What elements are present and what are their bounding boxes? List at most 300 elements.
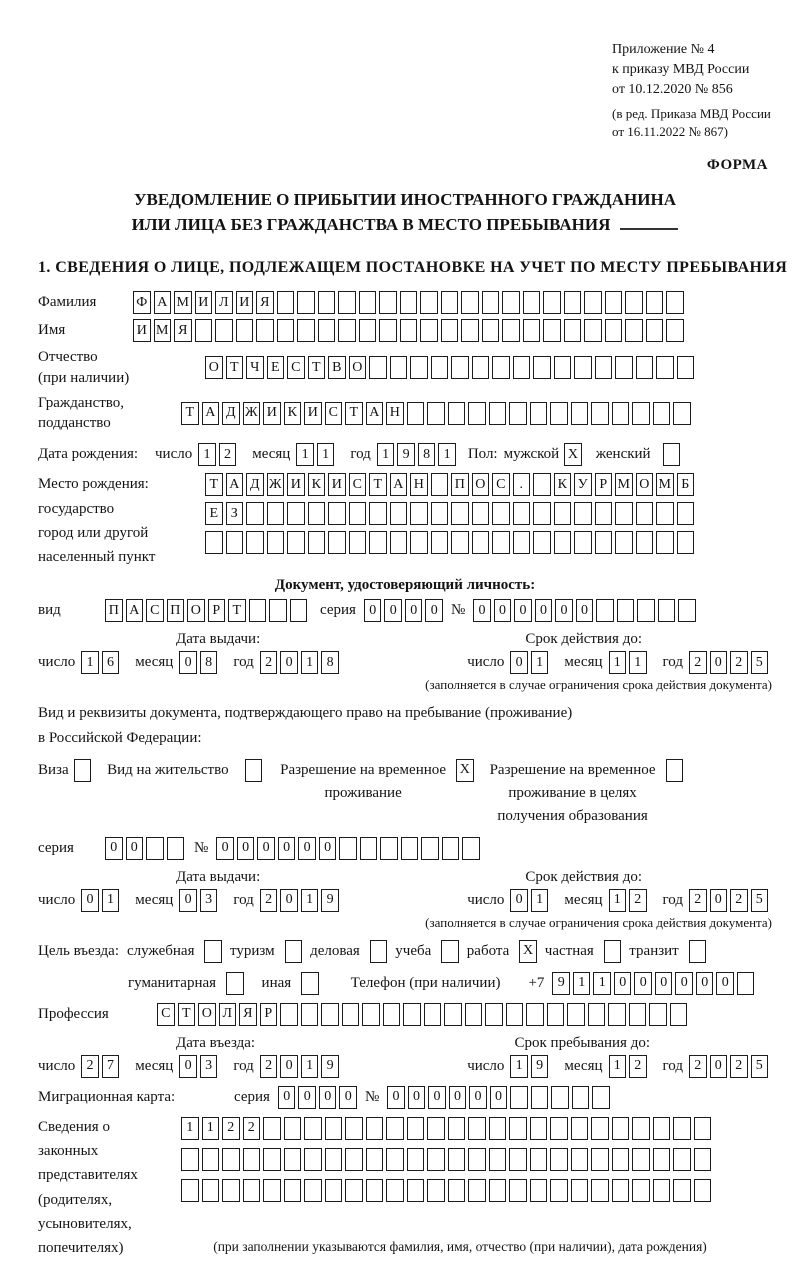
char-box[interactable]: 0 — [614, 972, 632, 995]
char-box[interactable] — [468, 1179, 486, 1202]
char-box[interactable] — [612, 1148, 630, 1171]
char-box[interactable]: Я — [239, 1003, 257, 1026]
char-box[interactable] — [482, 319, 500, 342]
char-box[interactable]: О — [636, 473, 654, 496]
char-box[interactable] — [146, 837, 164, 860]
char-box[interactable] — [608, 1003, 626, 1026]
char-box[interactable] — [550, 1179, 568, 1202]
char-box[interactable]: Я — [174, 319, 192, 342]
char-box[interactable] — [410, 502, 428, 525]
char-box[interactable]: 2 — [81, 1055, 99, 1078]
char-box[interactable]: 2 — [689, 651, 707, 674]
char-box[interactable] — [591, 402, 609, 425]
char-box[interactable]: 0 — [576, 599, 594, 622]
char-box[interactable] — [617, 599, 635, 622]
char-box[interactable]: 1 — [609, 1055, 627, 1078]
char-box[interactable]: 1 — [81, 651, 99, 674]
char-box[interactable] — [543, 319, 561, 342]
char-box[interactable] — [431, 356, 449, 379]
char-box[interactable] — [342, 1003, 360, 1026]
char-box[interactable]: 2 — [260, 651, 278, 674]
char-box[interactable] — [369, 531, 387, 554]
char-box[interactable]: Ч — [246, 356, 264, 379]
char-box[interactable] — [328, 502, 346, 525]
char-box[interactable] — [444, 1003, 462, 1026]
char-box[interactable] — [596, 599, 614, 622]
char-box[interactable]: М — [174, 291, 192, 314]
char-box[interactable]: 8 — [200, 651, 218, 674]
char-box[interactable] — [666, 291, 684, 314]
char-box[interactable] — [670, 1003, 688, 1026]
char-box[interactable]: 0 — [675, 972, 693, 995]
char-box[interactable]: К — [554, 473, 572, 496]
char-box[interactable] — [564, 319, 582, 342]
char-box[interactable]: 2 — [730, 889, 748, 912]
char-box[interactable]: 0 — [710, 1055, 728, 1078]
char-box[interactable] — [448, 1179, 466, 1202]
char-box[interactable] — [366, 1148, 384, 1171]
char-box[interactable] — [390, 502, 408, 525]
char-box[interactable]: И — [195, 291, 213, 314]
char-box[interactable] — [571, 1148, 589, 1171]
char-box[interactable] — [509, 1179, 527, 1202]
char-box[interactable] — [277, 319, 295, 342]
char-box[interactable] — [673, 402, 691, 425]
char-box[interactable] — [366, 1179, 384, 1202]
char-box[interactable]: 0 — [216, 837, 234, 860]
char-box[interactable] — [236, 319, 254, 342]
char-box[interactable] — [442, 837, 460, 860]
char-box[interactable] — [673, 1117, 691, 1140]
char-box[interactable]: 1 — [301, 889, 319, 912]
char-box[interactable] — [677, 356, 695, 379]
char-box[interactable] — [360, 837, 378, 860]
char-box[interactable]: 0 — [655, 972, 673, 995]
char-box[interactable]: 0 — [634, 972, 652, 995]
char-box[interactable]: Р — [595, 473, 613, 496]
char-box[interactable]: 0 — [298, 837, 316, 860]
char-box[interactable]: 1 — [301, 1055, 319, 1078]
char-box[interactable] — [572, 1086, 590, 1109]
char-box[interactable] — [451, 531, 469, 554]
char-box[interactable]: С — [349, 473, 367, 496]
char-box[interactable] — [379, 291, 397, 314]
char-box[interactable] — [658, 599, 676, 622]
char-box[interactable]: Е — [267, 356, 285, 379]
char-box[interactable]: М — [154, 319, 172, 342]
char-box[interactable]: 3 — [200, 1055, 218, 1078]
char-box[interactable] — [297, 291, 315, 314]
char-box[interactable]: 2 — [260, 1055, 278, 1078]
char-box[interactable]: Л — [219, 1003, 237, 1026]
char-box[interactable] — [513, 356, 531, 379]
char-box[interactable] — [451, 356, 469, 379]
char-box[interactable] — [646, 319, 664, 342]
char-box[interactable] — [325, 1179, 343, 1202]
char-box[interactable] — [574, 356, 592, 379]
char-box[interactable] — [407, 1179, 425, 1202]
char-box[interactable]: Р — [208, 599, 226, 622]
char-box[interactable] — [615, 356, 633, 379]
char-box[interactable] — [677, 531, 695, 554]
char-box[interactable] — [441, 291, 459, 314]
char-box[interactable]: 1 — [301, 651, 319, 674]
char-box[interactable] — [290, 599, 308, 622]
char-box[interactable] — [383, 1003, 401, 1026]
char-box[interactable] — [403, 1003, 421, 1026]
purpose-business-checkbox[interactable] — [204, 940, 222, 963]
char-box[interactable] — [431, 473, 449, 496]
purpose-tourism-checkbox[interactable] — [285, 940, 303, 963]
char-box[interactable] — [390, 531, 408, 554]
char-box[interactable] — [492, 502, 510, 525]
char-box[interactable] — [167, 837, 185, 860]
char-box[interactable]: Т — [205, 473, 223, 496]
char-box[interactable] — [366, 1117, 384, 1140]
char-box[interactable] — [420, 319, 438, 342]
char-box[interactable] — [472, 531, 490, 554]
char-box[interactable] — [181, 1148, 199, 1171]
char-box[interactable] — [571, 402, 589, 425]
char-box[interactable] — [427, 1117, 445, 1140]
char-box[interactable] — [461, 291, 479, 314]
char-box[interactable] — [465, 1003, 483, 1026]
char-box[interactable]: 0 — [319, 837, 337, 860]
char-box[interactable] — [636, 356, 654, 379]
char-box[interactable] — [543, 291, 561, 314]
char-box[interactable] — [410, 356, 428, 379]
char-box[interactable]: 9 — [321, 1055, 339, 1078]
char-box[interactable]: 0 — [555, 599, 573, 622]
char-box[interactable] — [530, 1148, 548, 1171]
char-box[interactable]: 6 — [102, 651, 120, 674]
char-box[interactable] — [407, 1148, 425, 1171]
residence-permit-checkbox[interactable] — [245, 759, 263, 782]
char-box[interactable] — [489, 402, 507, 425]
char-box[interactable] — [588, 1003, 606, 1026]
char-box[interactable]: 2 — [689, 1055, 707, 1078]
char-box[interactable] — [284, 1179, 302, 1202]
char-box[interactable] — [400, 319, 418, 342]
char-box[interactable] — [485, 1003, 503, 1026]
char-box[interactable]: 2 — [243, 1117, 261, 1140]
char-box[interactable]: 0 — [278, 837, 296, 860]
char-box[interactable]: 0 — [179, 889, 197, 912]
char-box[interactable]: Л — [215, 291, 233, 314]
char-box[interactable] — [448, 402, 466, 425]
char-box[interactable] — [226, 531, 244, 554]
char-box[interactable]: Н — [386, 402, 404, 425]
char-box[interactable] — [400, 291, 418, 314]
char-box[interactable] — [636, 531, 654, 554]
char-box[interactable] — [612, 1179, 630, 1202]
char-box[interactable] — [287, 531, 305, 554]
char-box[interactable] — [308, 502, 326, 525]
char-box[interactable]: 0 — [179, 1055, 197, 1078]
char-box[interactable] — [380, 837, 398, 860]
char-box[interactable] — [304, 1148, 322, 1171]
char-box[interactable] — [653, 1117, 671, 1140]
char-box[interactable] — [386, 1117, 404, 1140]
char-box[interactable]: О — [187, 599, 205, 622]
char-box[interactable] — [694, 1117, 712, 1140]
char-box[interactable] — [308, 531, 326, 554]
char-box[interactable] — [673, 1148, 691, 1171]
char-box[interactable] — [215, 319, 233, 342]
char-box[interactable] — [625, 319, 643, 342]
char-box[interactable]: 2 — [689, 889, 707, 912]
char-box[interactable] — [369, 356, 387, 379]
char-box[interactable] — [482, 291, 500, 314]
char-box[interactable] — [462, 837, 480, 860]
char-box[interactable] — [263, 1179, 281, 1202]
char-box[interactable] — [369, 502, 387, 525]
char-box[interactable] — [448, 1117, 466, 1140]
char-box[interactable] — [407, 402, 425, 425]
char-box[interactable] — [441, 319, 459, 342]
char-box[interactable] — [468, 1148, 486, 1171]
char-box[interactable]: О — [349, 356, 367, 379]
char-box[interactable]: П — [167, 599, 185, 622]
char-box[interactable] — [421, 837, 439, 860]
char-box[interactable]: 0 — [384, 599, 402, 622]
char-box[interactable] — [592, 1086, 610, 1109]
char-box[interactable] — [246, 502, 264, 525]
visa-checkbox[interactable] — [74, 759, 92, 782]
char-box[interactable]: С — [325, 402, 343, 425]
char-box[interactable] — [531, 1086, 549, 1109]
char-box[interactable] — [571, 1117, 589, 1140]
char-box[interactable]: 0 — [237, 837, 255, 860]
char-box[interactable]: 2 — [629, 889, 647, 912]
char-box[interactable] — [550, 1148, 568, 1171]
char-box[interactable] — [632, 402, 650, 425]
char-box[interactable] — [595, 531, 613, 554]
char-box[interactable] — [345, 1117, 363, 1140]
char-box[interactable]: А — [390, 473, 408, 496]
char-box[interactable] — [653, 1148, 671, 1171]
char-box[interactable] — [386, 1179, 404, 1202]
char-box[interactable]: И — [133, 319, 151, 342]
char-box[interactable] — [612, 402, 630, 425]
char-box[interactable]: 1 — [202, 1117, 220, 1140]
char-box[interactable]: 0 — [280, 651, 298, 674]
char-box[interactable]: Д — [246, 473, 264, 496]
char-box[interactable]: М — [615, 473, 633, 496]
char-box[interactable]: 1 — [629, 651, 647, 674]
char-box[interactable] — [249, 599, 267, 622]
char-box[interactable] — [472, 356, 490, 379]
char-box[interactable]: 0 — [510, 889, 528, 912]
char-box[interactable] — [551, 1086, 569, 1109]
char-box[interactable] — [451, 502, 469, 525]
char-box[interactable] — [677, 502, 695, 525]
char-box[interactable] — [284, 1117, 302, 1140]
char-box[interactable]: Т — [226, 356, 244, 379]
char-box[interactable]: П — [105, 599, 123, 622]
char-box[interactable] — [359, 319, 377, 342]
char-box[interactable] — [632, 1179, 650, 1202]
char-box[interactable] — [637, 599, 655, 622]
char-box[interactable] — [632, 1148, 650, 1171]
char-box[interactable]: В — [328, 356, 346, 379]
char-box[interactable] — [694, 1148, 712, 1171]
char-box[interactable]: З — [226, 502, 244, 525]
char-box[interactable]: И — [263, 402, 281, 425]
char-box[interactable] — [530, 1117, 548, 1140]
char-box[interactable]: И — [304, 402, 322, 425]
char-box[interactable]: Д — [222, 402, 240, 425]
char-box[interactable] — [533, 356, 551, 379]
char-box[interactable]: 0 — [428, 1086, 446, 1109]
char-box[interactable] — [547, 1003, 565, 1026]
char-box[interactable]: А — [126, 599, 144, 622]
char-box[interactable]: 1 — [510, 1055, 528, 1078]
char-box[interactable] — [584, 319, 602, 342]
char-box[interactable] — [243, 1179, 261, 1202]
char-box[interactable] — [513, 502, 531, 525]
char-box[interactable] — [653, 402, 671, 425]
char-box[interactable]: Т — [345, 402, 363, 425]
char-box[interactable] — [243, 1148, 261, 1171]
char-box[interactable] — [263, 1148, 281, 1171]
char-box[interactable]: 0 — [710, 889, 728, 912]
char-box[interactable]: 2 — [730, 651, 748, 674]
char-box[interactable]: Т — [228, 599, 246, 622]
sex-male-checkbox[interactable]: X — [564, 443, 582, 466]
char-box[interactable] — [554, 356, 572, 379]
char-box[interactable]: А — [226, 473, 244, 496]
char-box[interactable]: 7 — [102, 1055, 120, 1078]
char-box[interactable]: 0 — [494, 599, 512, 622]
purpose-work-checkbox[interactable]: X — [519, 940, 537, 963]
char-box[interactable] — [468, 1117, 486, 1140]
char-box[interactable] — [666, 319, 684, 342]
char-box[interactable]: 1 — [573, 972, 591, 995]
char-box[interactable]: 8 — [321, 651, 339, 674]
char-box[interactable] — [277, 291, 295, 314]
char-box[interactable]: 1 — [531, 889, 549, 912]
char-box[interactable] — [526, 1003, 544, 1026]
char-box[interactable] — [506, 1003, 524, 1026]
char-box[interactable] — [339, 837, 357, 860]
char-box[interactable] — [304, 1179, 322, 1202]
char-box[interactable] — [636, 502, 654, 525]
char-box[interactable] — [222, 1179, 240, 1202]
char-box[interactable]: 0 — [339, 1086, 357, 1109]
char-box[interactable]: 9 — [552, 972, 570, 995]
char-box[interactable] — [656, 502, 674, 525]
char-box[interactable] — [571, 1179, 589, 1202]
char-box[interactable]: 1 — [609, 651, 627, 674]
char-box[interactable]: О — [205, 356, 223, 379]
char-box[interactable] — [427, 402, 445, 425]
char-box[interactable]: О — [472, 473, 490, 496]
char-box[interactable]: К — [308, 473, 326, 496]
char-box[interactable] — [649, 1003, 667, 1026]
char-box[interactable]: 0 — [319, 1086, 337, 1109]
char-box[interactable] — [407, 1117, 425, 1140]
char-box[interactable] — [533, 531, 551, 554]
char-box[interactable] — [509, 1117, 527, 1140]
temp-residence-checkbox[interactable]: X — [456, 759, 474, 782]
char-box[interactable]: 1 — [438, 443, 456, 466]
char-box[interactable]: 0 — [510, 651, 528, 674]
char-box[interactable] — [550, 1117, 568, 1140]
char-box[interactable]: 0 — [405, 599, 423, 622]
char-box[interactable] — [431, 531, 449, 554]
char-box[interactable] — [427, 1148, 445, 1171]
char-box[interactable] — [554, 531, 572, 554]
char-box[interactable] — [325, 1117, 343, 1140]
char-box[interactable] — [301, 1003, 319, 1026]
char-box[interactable] — [530, 1179, 548, 1202]
char-box[interactable] — [246, 531, 264, 554]
char-box[interactable]: 1 — [198, 443, 216, 466]
char-box[interactable] — [656, 356, 674, 379]
char-box[interactable] — [284, 1148, 302, 1171]
char-box[interactable]: 0 — [535, 599, 553, 622]
char-box[interactable] — [591, 1117, 609, 1140]
char-box[interactable] — [509, 1148, 527, 1171]
purpose-commercial-checkbox[interactable] — [370, 940, 388, 963]
sex-female-checkbox[interactable] — [663, 443, 681, 466]
char-box[interactable]: Т — [369, 473, 387, 496]
char-box[interactable]: 0 — [280, 1055, 298, 1078]
char-box[interactable] — [737, 972, 755, 995]
char-box[interactable] — [694, 1179, 712, 1202]
char-box[interactable] — [605, 291, 623, 314]
char-box[interactable]: 0 — [490, 1086, 508, 1109]
purpose-study-checkbox[interactable] — [441, 940, 459, 963]
char-box[interactable] — [615, 502, 633, 525]
char-box[interactable]: Т — [308, 356, 326, 379]
char-box[interactable]: Я — [256, 291, 274, 314]
char-box[interactable] — [269, 599, 287, 622]
char-box[interactable]: К — [284, 402, 302, 425]
char-box[interactable]: 0 — [696, 972, 714, 995]
char-box[interactable]: Ж — [267, 473, 285, 496]
char-box[interactable] — [410, 531, 428, 554]
char-box[interactable]: П — [451, 473, 469, 496]
char-box[interactable] — [605, 319, 623, 342]
char-box[interactable] — [612, 1117, 630, 1140]
char-box[interactable] — [256, 319, 274, 342]
char-box[interactable] — [595, 502, 613, 525]
char-box[interactable] — [574, 531, 592, 554]
char-box[interactable]: 1 — [317, 443, 335, 466]
char-box[interactable]: 2 — [629, 1055, 647, 1078]
char-box[interactable]: 0 — [514, 599, 532, 622]
char-box[interactable]: 3 — [200, 889, 218, 912]
char-box[interactable] — [468, 402, 486, 425]
char-box[interactable] — [287, 502, 305, 525]
char-box[interactable]: 0 — [473, 599, 491, 622]
char-box[interactable] — [195, 319, 213, 342]
char-box[interactable] — [263, 1117, 281, 1140]
char-box[interactable]: Е — [205, 502, 223, 525]
char-box[interactable] — [646, 291, 664, 314]
char-box[interactable] — [318, 291, 336, 314]
char-box[interactable]: А — [154, 291, 172, 314]
char-box[interactable] — [349, 531, 367, 554]
purpose-humanitarian-checkbox[interactable] — [226, 972, 244, 995]
char-box[interactable]: 0 — [105, 837, 123, 860]
char-box[interactable] — [591, 1179, 609, 1202]
char-box[interactable]: 9 — [531, 1055, 549, 1078]
char-box[interactable]: У — [574, 473, 592, 496]
char-box[interactable] — [533, 502, 551, 525]
